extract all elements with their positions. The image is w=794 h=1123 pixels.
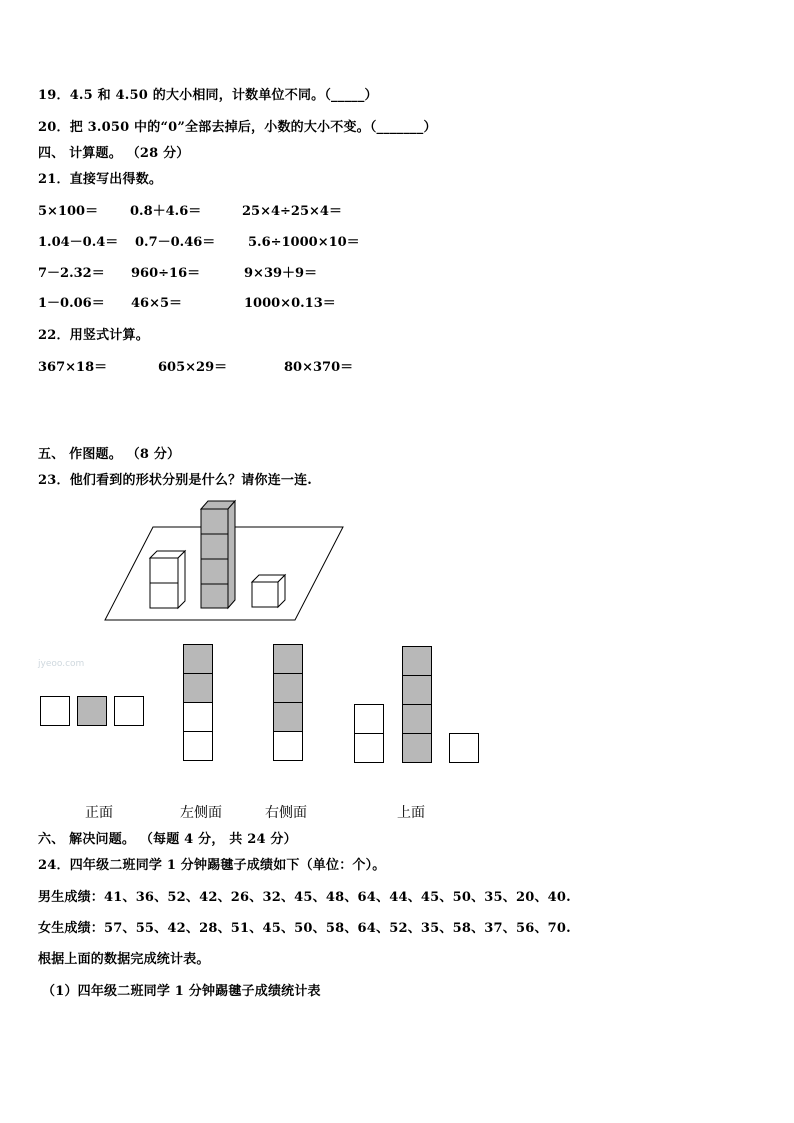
calc-cell: 1.04－0.4＝ <box>38 235 119 250</box>
calc-cell: 5×100＝ <box>38 204 99 219</box>
question-20: 20．把 3.050 中的“0”全部去掉后，小数的大小不变。（_______） <box>38 120 437 135</box>
section-5-heading: 五、 作图题。 （8 分） <box>38 447 181 462</box>
question-19: 19．4.5 和 4.50 的大小相同，计数单位不同。（_____） <box>38 88 378 103</box>
calc-cell: 5.6÷1000×10＝ <box>248 235 360 250</box>
question-24: 24．四年级二班同学 1 分钟踢毽子成绩如下（单位：个）。 <box>38 858 386 873</box>
vertical-calc-item: 80×370＝ <box>284 360 354 375</box>
calc-cell: 25×4÷25×4＝ <box>242 204 342 219</box>
question-22: 22．用竖式计算。 <box>38 328 149 343</box>
calc-cell: 46×5＝ <box>131 296 183 311</box>
section-4-heading: 四、 计算题。 （28 分） <box>38 146 190 161</box>
vertical-calc-item: 367×18＝ <box>38 360 108 375</box>
boys-scores: 男生成绩：41、36、52、42、26、32、45、48、64、44、45、50、35、20、40. <box>38 890 571 905</box>
question-21: 21．直接写出得数。 <box>38 172 163 187</box>
calc-cell: 0.7－0.46＝ <box>135 235 216 250</box>
question-23: 23．他们看到的形状分别是什么？请你连一连. <box>38 473 313 488</box>
table-title: （1）四年级二班同学 1 分钟踢毽子成绩统计表 <box>42 984 321 999</box>
instruction: 根据上面的数据完成统计表。 <box>38 952 210 967</box>
vertical-calc-item: 605×29＝ <box>158 360 228 375</box>
girls-scores: 女生成绩：57、55、42、28、51、45、50、58、64、52、35、58、37、56、70. <box>38 921 571 936</box>
label-front: 正面 <box>85 805 113 821</box>
calc-cell: 1000×0.13＝ <box>244 296 336 311</box>
cube-arrangement-figure <box>100 495 350 625</box>
calc-cell: 960÷16＝ <box>131 266 201 281</box>
label-left-side: 左侧面 <box>180 805 222 821</box>
section-6-heading: 六、 解决问题。 （每题 4 分， 共 24 分） <box>38 832 297 847</box>
calc-cell: 0.8＋4.6＝ <box>130 204 202 219</box>
label-top: 上面 <box>397 805 425 821</box>
calc-cell: 1－0.06＝ <box>38 296 105 311</box>
calc-cell: 9×39＋9＝ <box>244 266 318 281</box>
watermark: jyeoo.com <box>38 659 85 669</box>
label-right-side: 右侧面 <box>265 805 307 821</box>
calc-cell: 7－2.32＝ <box>38 266 105 281</box>
